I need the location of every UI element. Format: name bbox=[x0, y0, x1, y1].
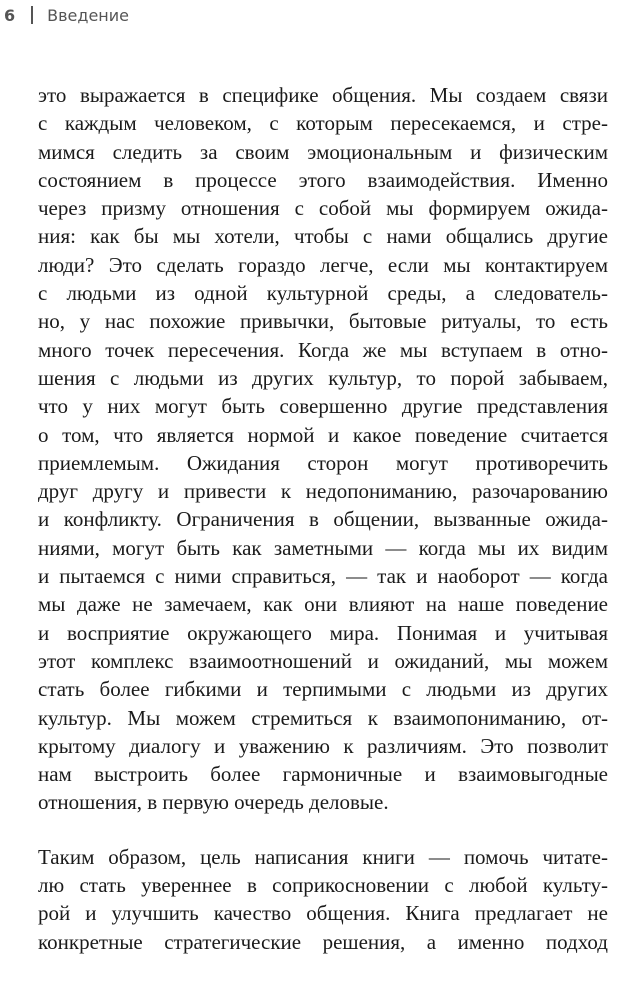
text-line: шения с людьми из других культур, то порой забываем, bbox=[38, 365, 608, 390]
text-line: ния: как бы мы хотели, чтобы с нами общались другие bbox=[38, 224, 608, 249]
text-line: ниями, могут быть как заметными — когда мы их видим bbox=[38, 535, 608, 560]
text-line: много точек пересечения. Когда же мы вступаем в отно- bbox=[38, 337, 608, 362]
text-line: конкретные стратегические решения, а именно подход bbox=[38, 929, 608, 954]
text-line: рой и улучшить качество общения. Книга предлагает не bbox=[38, 901, 608, 926]
text-line: и пытаемся с ними справиться, — так и наоборот — когда bbox=[38, 564, 608, 589]
page-number: 6 bbox=[4, 5, 16, 25]
text-line: о том, что является нормой и какое поведение считается bbox=[38, 422, 608, 447]
text-line: люди? Это сделать гораздо легче, если мы контактируем bbox=[38, 252, 608, 277]
text-line: приемлемым. Ожидания сторон могут противоречить bbox=[38, 450, 608, 475]
text-line: друг другу и привести к недопониманию, разочарованию bbox=[38, 479, 608, 504]
text-line: это выражается в специфике общения. Мы создаем связи bbox=[38, 83, 608, 107]
text-line: стать более гибкими и терпимыми с людьми из других bbox=[38, 677, 608, 702]
section-title: Введение bbox=[47, 5, 129, 25]
text-line: состоянием в процессе этого взаимодействия. Именно bbox=[38, 167, 608, 192]
text-line: что у них могут быть совершенно другие представления bbox=[38, 394, 608, 419]
text-line: и восприятие окружающего мира. Понимая и учитывая bbox=[38, 620, 608, 645]
text-line: этот комплекс взаимоотношений и ожиданий, мы можем bbox=[38, 648, 608, 673]
text-line: лю стать увереннее в соприкосновении с любой культу- bbox=[38, 873, 608, 898]
text-line: но, у нас похожие привычки, бытовые ритуалы, то есть bbox=[38, 309, 608, 334]
running-head bbox=[0, 0, 129, 30]
body-text bbox=[38, 81, 608, 956]
text-line: мимся следить за своим эмоциональным и физическим bbox=[38, 139, 608, 164]
paragraph bbox=[38, 81, 608, 817]
paragraph bbox=[38, 843, 608, 956]
text-line: культур. Мы можем стремиться к взаимопониманию, от- bbox=[38, 705, 608, 730]
text-line: мы даже не замечаем, как они влияют на наше поведение bbox=[38, 592, 608, 617]
text-line: с людьми из одной культурной среды, а следователь- bbox=[38, 281, 608, 306]
text-line: с каждым человеком, с которым пересекаемся, и стре- bbox=[38, 111, 608, 136]
header-divider bbox=[31, 6, 33, 24]
text-line: нам выстроить более гармоничные и взаимовыгодные bbox=[38, 762, 608, 787]
text-line: и конфликту. Ограничения в общении, вызванные ожида- bbox=[38, 507, 608, 532]
text-line: крытому диалогу и уважению к различиям. Это позволит bbox=[38, 733, 608, 758]
text-line: через призму отношения с собой мы формируем ожида- bbox=[38, 196, 608, 221]
text-line: отношения, в первую очередь деловые. bbox=[38, 790, 389, 815]
text-line: Таким образом, цель написания книги — помочь читате- bbox=[38, 844, 608, 869]
